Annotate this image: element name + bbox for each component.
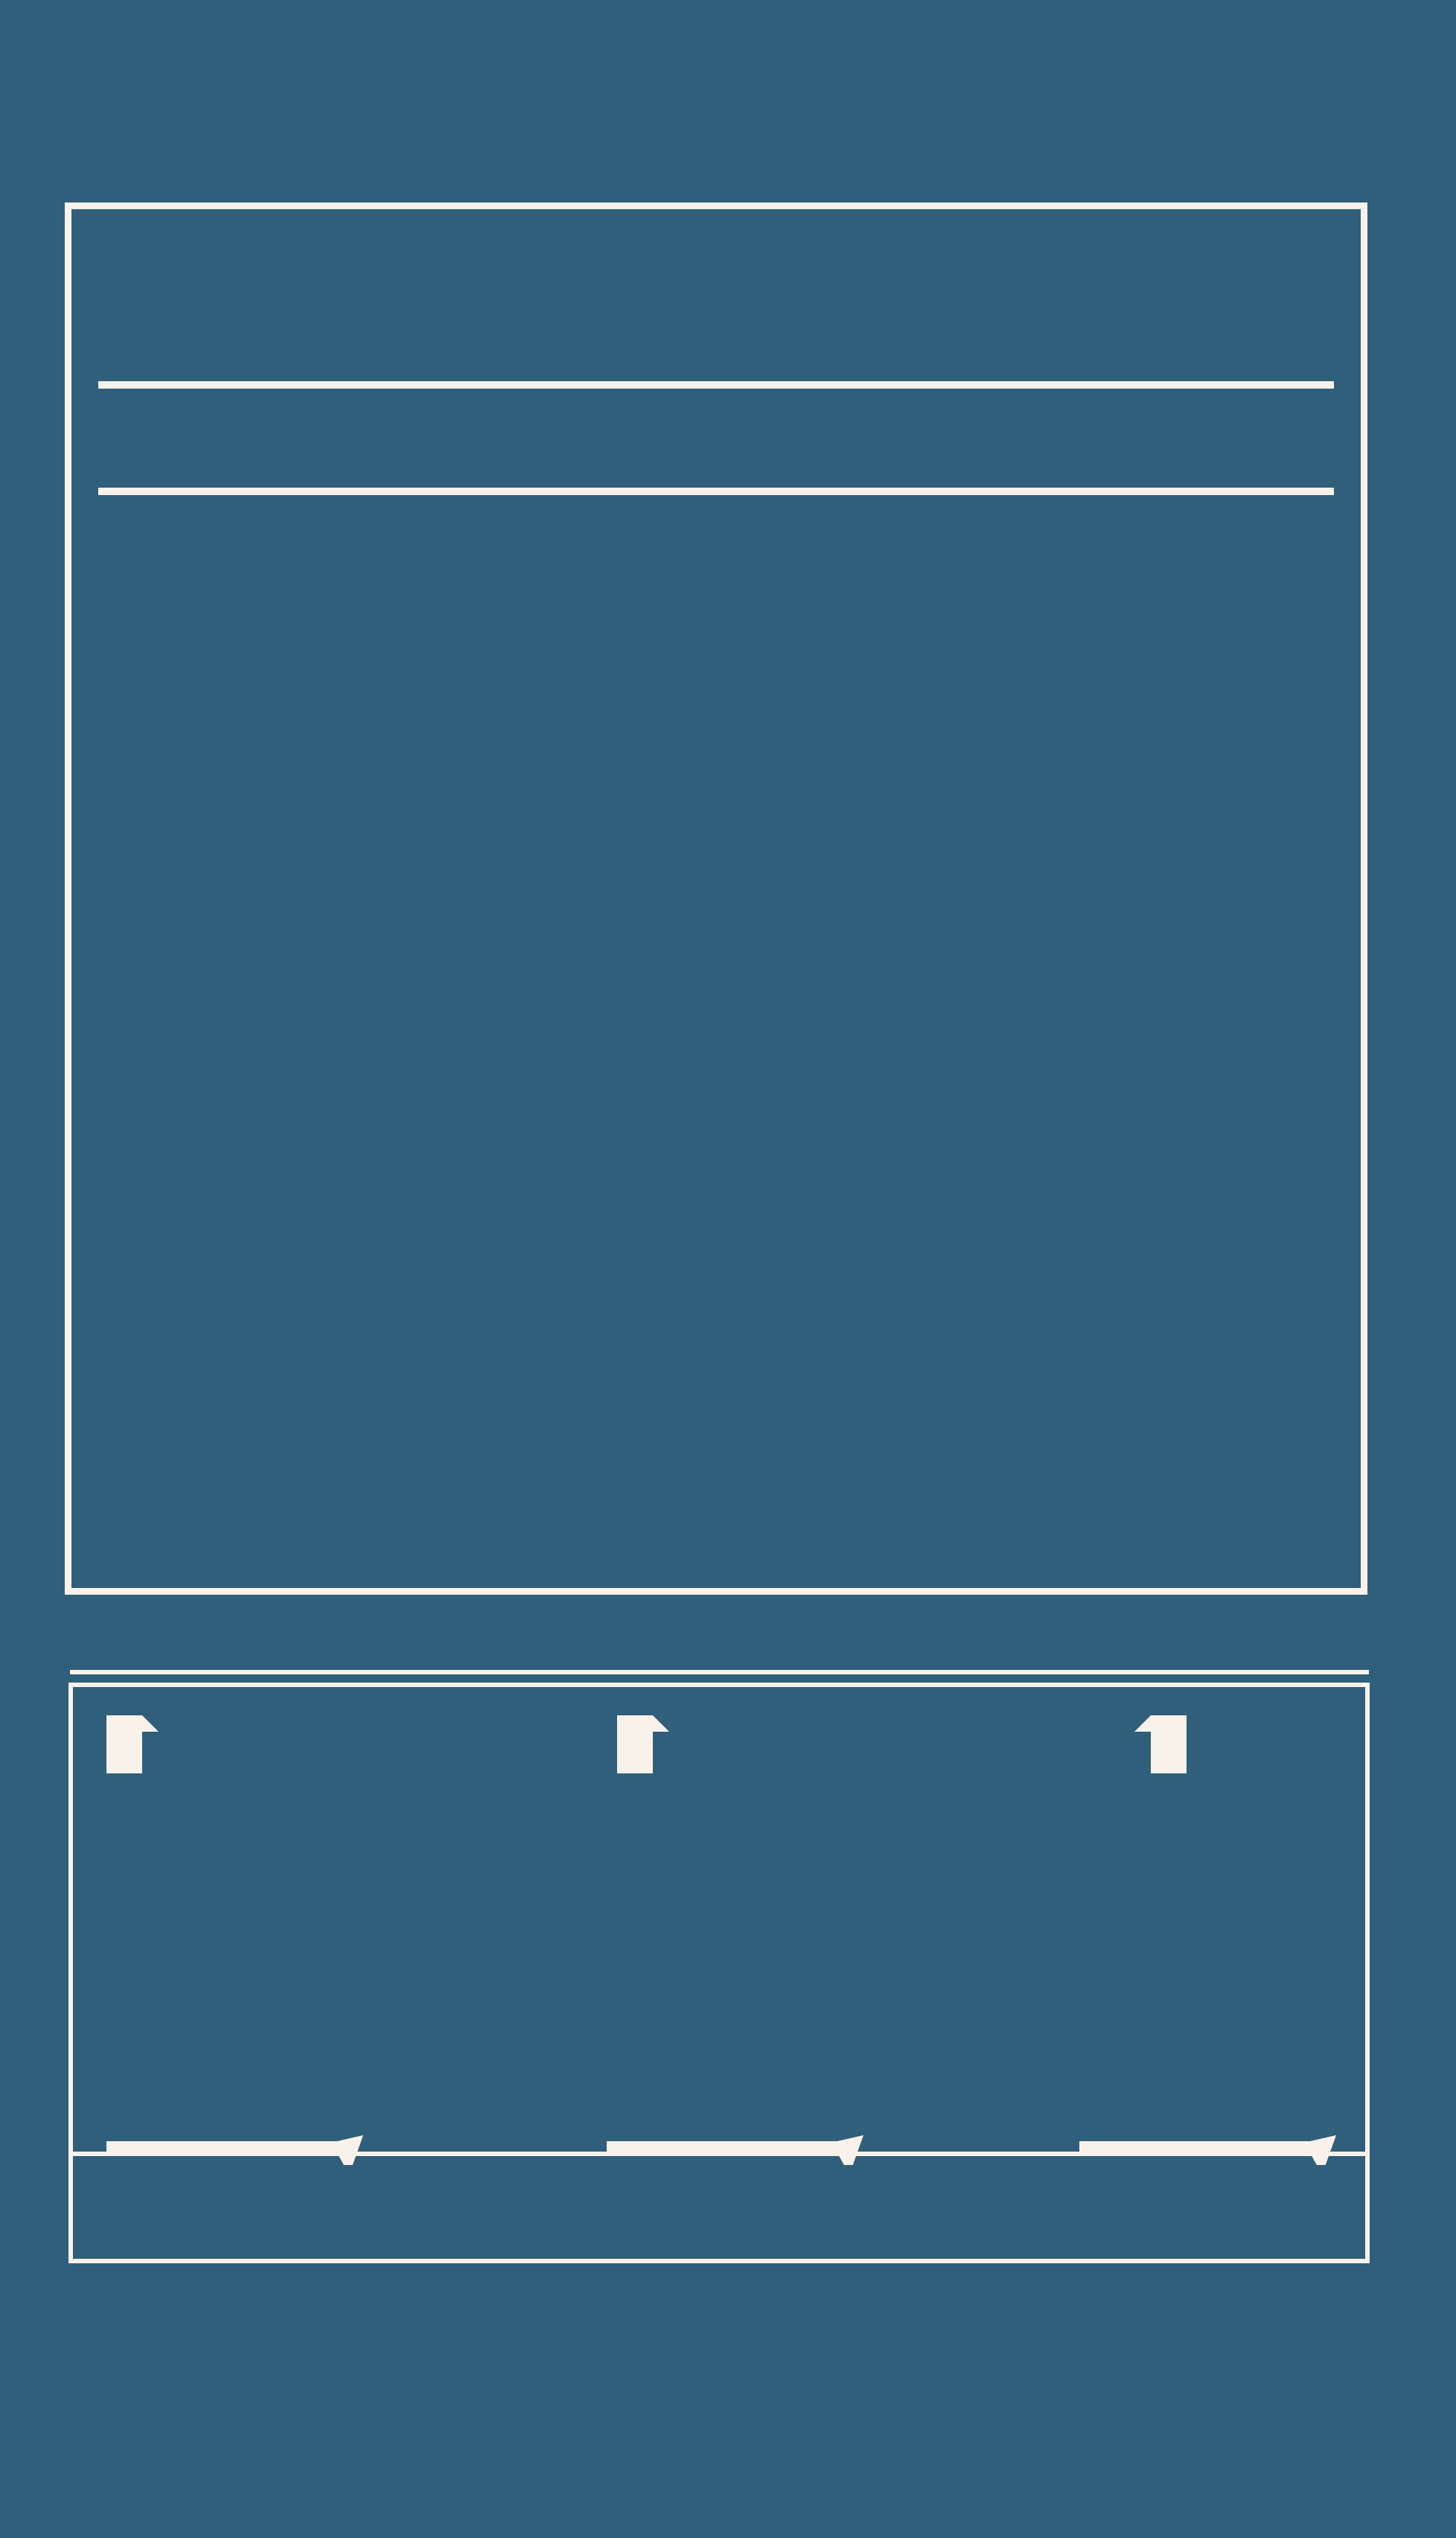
eaas-tag: [106, 1715, 142, 1773]
neaas-tag: [1151, 1715, 1187, 1773]
seaas-tag: [617, 1715, 653, 1773]
header-top-rule: [98, 381, 1334, 389]
amino-profile-inner-rule: [73, 2152, 1365, 2156]
neaas-total-bar: [1079, 2135, 1336, 2165]
eaas-total-bar-shape: [106, 2135, 363, 2165]
seaas-total-bar-shape: [607, 2135, 863, 2165]
nutrition-panel: [65, 203, 1367, 1595]
neaas-total-bar-shape: [1079, 2135, 1336, 2165]
eaas-total-bar: [106, 2135, 363, 2165]
seaas-total-bar: [607, 2135, 863, 2165]
header-bottom-rule: [98, 488, 1334, 495]
amino-profile-heading-rule: [70, 1670, 1369, 1674]
